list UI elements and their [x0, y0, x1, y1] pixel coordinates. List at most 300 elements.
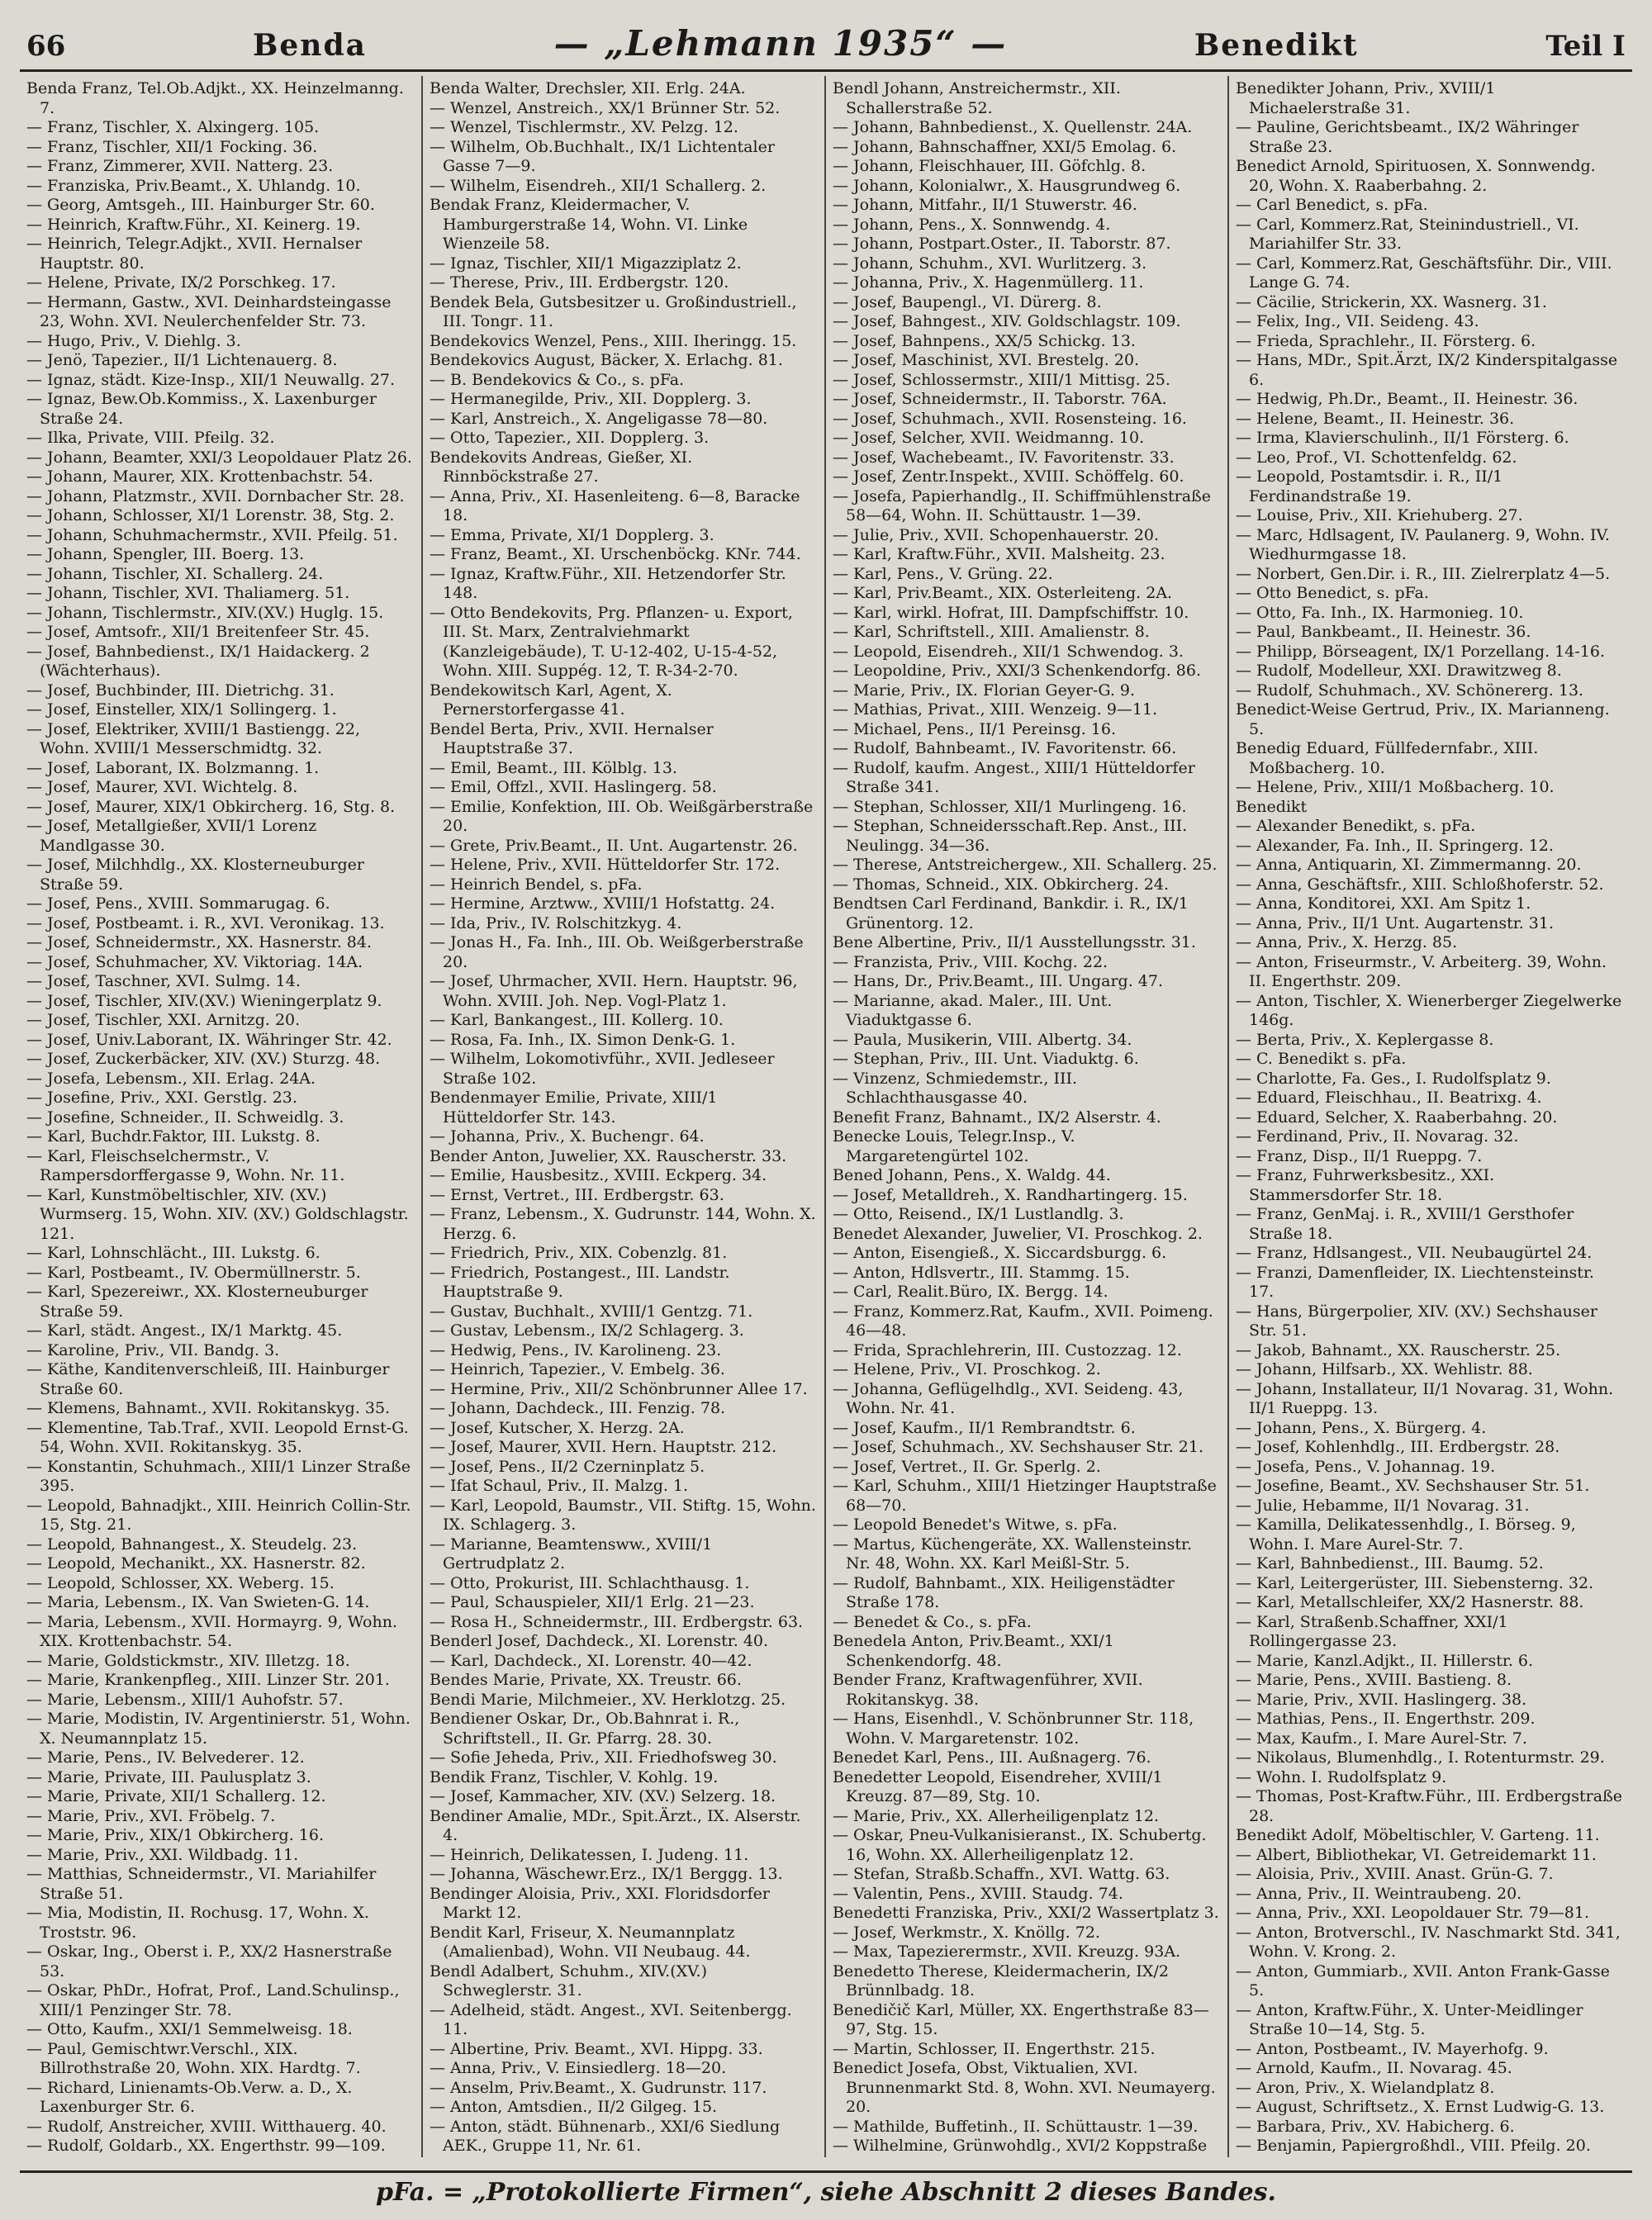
- directory-entry: — Ernst, Vertret., III. Erdbergstr. 63.: [430, 1185, 724, 1204]
- directory-entry: — Albert, Bibliothekar, VI. Getreidemarkt 11.: [1236, 1845, 1597, 1864]
- page-footer: pFa. = „Protokollierte Firmen“, siehe Abschnitt 2 dieses Bandes.: [20, 2170, 1632, 2216]
- directory-entry: — Hermann, Gastw., XVI. Deinhardsteingasse 23, Wohn. XVI. Neulerchenfelder Str. 73.: [26, 292, 392, 330]
- directory-entry: — Karl, Buchdr.Faktor, III. Lukstg. 8.: [26, 1127, 320, 1146]
- directory-entry: [26, 2156, 413, 2158]
- directory-entry: — Marie, Goldstickmstr., XIV. Illetzg. 18.: [26, 1651, 350, 1670]
- directory-entry: — Anton, Brotverschl., IV. Naschmarkt Std. 341, Wohn. V. Krong. 2.: [1236, 1923, 1621, 1961]
- directory-entry: Benedig Eduard, Füllfedernfabr., XIII. Moßbacherg. 10.: [1236, 739, 1539, 777]
- directory-entry: — Josef, Metalldreh., X. Randhartingerg. 15.: [833, 1185, 1188, 1204]
- directory-entry: — Käthe, Kanditenverschleiß, III. Hainburger Straße 60.: [26, 1360, 390, 1398]
- directory-entry: — Hugo, Priv., V. Diehlg. 3.: [26, 331, 241, 350]
- directory-entry: — Josef, Tischler, XIV.(XV.) Wieningerplatz 9.: [26, 991, 382, 1010]
- directory-entry: — Anna, Priv., V. Einsiedlerg. 18—20.: [430, 2059, 727, 2077]
- directory-entry: — Mathilde, Buffetinh., II. Schüttaustr. 1—39.: [833, 2117, 1199, 2136]
- directory-entry: — Marie, Pens., XVIII. Bastieng. 8.: [1236, 1671, 1512, 1689]
- directory-entry: — Helene, Private, IX/2 Porschkeg. 17.: [26, 273, 336, 292]
- directory-entry: Bendik Franz, Tischler, V. Kohlg. 19.: [430, 1767, 719, 1786]
- directory-entry: — Franz, Beamt., XI. Urschenböckg. KNr. 744.: [430, 545, 801, 563]
- directory-entry: Benedikter Johann, Priv., XVIII/1 Michaelerstraße 31.: [1236, 79, 1496, 117]
- directory-entry: — Leopold, Eisendreh., XII/1 Schwendog. 3.: [833, 642, 1184, 661]
- directory-entry: — Emilie, Hausbesitz., XVIII. Eckperg. 34.: [430, 1166, 767, 1184]
- directory-entry: — Helene, Beamt., II. Heinestr. 36.: [1236, 409, 1515, 428]
- directory-entry: — Josef, Maurer, XIX/1 Obkircherg. 16, Stg. 8.: [26, 797, 396, 816]
- directory-entry: — Josef, Schuhmach., XVII. Rosensteing. 16.: [833, 409, 1187, 428]
- directory-entry: — Rudolf, Goldarb., XX. Engerthstr. 99—109.: [26, 2137, 386, 2155]
- column-1: [20, 76, 423, 2157]
- directory-entry: — Franz, Hdlsangest., VII. Neubaugürtel 24.: [1236, 1244, 1593, 1262]
- directory-entry: Benedetter Leopold, Eisendreher, XVIII/1 Kreuzg. 87—89, Stg. 10.: [833, 1767, 1163, 1805]
- directory-entry: — Anton, Kraftw.Führ., X. Unter-Meidlinger Straße 10—14, Stg. 5.: [1236, 2000, 1583, 2038]
- directory-entry: — Josef, Zentr.Inspekt., XVIII. Schöffelg. 60.: [833, 467, 1184, 486]
- directory-entry: — Julie, Hebamme, II/1 Novarag. 31.: [1236, 1496, 1530, 1515]
- directory-entry: Bendenmayer Emilie, Private, XIII/1 Hütteldorfer Str. 143.: [430, 1089, 718, 1127]
- directory-entry: Bene Albertine, Priv., II/1 Ausstellungsstr. 31.: [833, 933, 1196, 951]
- directory-entry: — Kamilla, Delikatessenhdlg., I. Börseg. 9, Wohn. I. Mare Aurel-Str. 7.: [1236, 1516, 1576, 1554]
- directory-entry: — Mia, Modistin, II. Rochusg. 17, Wohn. X. Troststr. 96.: [26, 1904, 369, 1942]
- directory-entry: — Anton, Eisengieß., X. Siccardsburgg. 6.: [833, 1244, 1167, 1262]
- directory-entry: — Josef, Uhrmacher, XVII. Hern. Hauptstr. 96, Wohn. XVIII. Joh. Nep. Vogl-Platz 1.: [430, 972, 798, 1010]
- directory-entry: — Anton, Amtsdien., II/2 Gilgeg. 15.: [430, 2098, 718, 2116]
- directory-entry: — Hedwig, Pens., IV. Karolineng. 23.: [430, 1340, 722, 1359]
- directory-entry: — Paul, Gemischtwr.Verschl., XIX. Billrothstraße 20, Wohn. XIX. Hardtg. 7.: [26, 2039, 361, 2077]
- directory-entry: — Therese, Antstreichergew., XII. Schallerg. 25.: [833, 856, 1218, 874]
- directory-entry: — Heinrich, Tapezier., V. Embelg. 36.: [430, 1360, 725, 1378]
- directory-entry: — Marie, Priv., XVI. Fröbelg. 7.: [26, 1806, 276, 1825]
- directory-entry: Bendit Karl, Friseur, X. Neumannplatz (Amalienbad), Wohn. VII Neubaug. 44.: [430, 1923, 751, 1961]
- directory-entry: Benedikt: [1236, 797, 1308, 816]
- directory-entry: — Sofie Jeheda, Priv., XII. Friedhofsweg 30.: [430, 1748, 777, 1767]
- directory-entry: — Hans, Dr., Priv.Beamt., III. Ungarg. 47.: [833, 972, 1163, 990]
- directory-entry: — Oskar, PhDr., Hofrat, Prof., Land.Schulinsp., XIII/1 Penzinger Str. 78.: [26, 1981, 400, 2019]
- directory-entry: — Grete, Priv.Beamt., II. Unt. Augartenstr. 26.: [430, 836, 798, 855]
- directory-entry: — Karl, Pens., V. Grüng. 22.: [833, 564, 1053, 583]
- directory-entry: — Karl, Bankangest., III. Kollerg. 10.: [430, 1011, 724, 1029]
- directory-entry: — Philipp, Börseagent, IX/1 Porzellang. 14-16.: [1236, 642, 1605, 661]
- directory-entry: — Emil, Beamt., III. Kölblg. 13.: [430, 758, 677, 777]
- directory-entry: — Hans, Eisenhdl., V. Schönbrunner Str. 118, Wohn. V. Margaretenstr. 102.: [833, 1710, 1194, 1748]
- directory-entry: Bendekovics Wenzel, Pens., XIII. Iheringg. 15.: [430, 331, 797, 350]
- directory-entry: Bendtsen Carl Ferdinand, Bankdir. i. R., IX/1 Grünentorg. 12.: [833, 894, 1189, 932]
- directory-entry: — Karl, Lohnschlächt., III. Lukstg. 6.: [26, 1244, 320, 1262]
- directory-entry: — Johann, Tischler, XI. Schallerg. 24.: [26, 564, 324, 583]
- directory-entry: — Anton, Gummiarb., XVII. Anton Frank-Gasse 5.: [1236, 1961, 1610, 1999]
- directory-entry: — Otto, Reisend., IX/1 Lustlandlg. 3.: [833, 1205, 1124, 1223]
- directory-entry: — Emilie, Konfektion, III. Ob. Weißgärberstraße 20.: [430, 797, 814, 835]
- directory-entry: — Heinrich, Delikatessen, I. Judeng. 11.: [430, 1845, 749, 1864]
- directory-entry: — Jakob, Bahnamt., XX. Rauscherstr. 25.: [1236, 1340, 1561, 1359]
- directory-entry: — Thomas, Schneid., XIX. Obkircherg. 24.: [833, 875, 1170, 894]
- directory-entry: — Karl, städt. Angest., IX/1 Marktg. 45.: [26, 1321, 343, 1340]
- directory-entry: — Albertine, Priv. Beamt., XVI. Hippg. 33.: [430, 2039, 763, 2058]
- directory-entry: — Franzi, Damenfleider, IX. Liechtensteinstr. 17.: [1236, 1263, 1594, 1301]
- directory-entry: Benedela Anton, Priv.Beamt., XXI/1 Schenkendorfg. 48.: [833, 1632, 1114, 1670]
- directory-entry: — Otto, Fa. Inh., IX. Harmonieg. 10.: [1236, 603, 1524, 622]
- directory-entry: — Josef, Kammacher, XIV. (XV.) Selzerg. 18.: [430, 1787, 776, 1805]
- directory-entry: — Helene, Priv., XIII/1 Moßbacherg. 10.: [1236, 778, 1555, 796]
- directory-entry: — Josef, Bahnbedienst., IX/1 Haidackerg. 2 (Wächterhaus).: [26, 642, 370, 680]
- directory-entry: — Karl, Dachdeck., XI. Lorenstr. 40—42.: [430, 1651, 752, 1670]
- directory-entry: — Otto Benedict, s. pFa.: [1236, 584, 1429, 602]
- directory-entry: — Ignaz, Kraftw.Führ., XII. Hetzendorfer Str. 148.: [430, 564, 786, 602]
- directory-entry: — Karl, Leopold, Baumstr., VII. Stiftg. 15, Wohn. IX. Schlagerg. 3.: [430, 1496, 816, 1534]
- directory-entry: — Josef, Wachebeamt., IV. Favoritenstr. 33.: [833, 448, 1175, 467]
- directory-entry: — Anna, Priv., XXI. Leopoldauer Str. 79—81.: [1236, 1904, 1590, 1922]
- directory-entry: — Marianne, akad. Maler., III. Unt. Viaduktgasse 6.: [833, 991, 1113, 1029]
- directory-entry: — Hans, Bürgerpolier, XIV. (XV.) Sechshauser Str. 51.: [1236, 1302, 1597, 1340]
- directory-entry: — Johann, Postpart.Oster., II. Taborstr. 87.: [833, 235, 1171, 253]
- directory-entry: — Leopold, Mechanikt., XX. Hasnerstr. 82.: [26, 1554, 366, 1572]
- directory-entry: Benderl Josef, Dachdeck., XI. Lorenstr. 40.: [430, 1632, 769, 1650]
- directory-entry: — Anna, Konditorei, XXI. Am Spitz 1.: [1236, 894, 1531, 913]
- directory-entry: — Mathias, Pens., II. Engerthstr. 209.: [1236, 1710, 1536, 1728]
- directory-entry: — Franz, Tischler, XII/1 Focking. 36.: [26, 137, 318, 156]
- directory-entry: — Karl, Metallschleifer, XX/2 Hasnerstr. 88.: [1236, 1593, 1584, 1611]
- directory-entry: — Marie, Private, III. Paulusplatz 3.: [26, 1767, 311, 1786]
- directory-entry: Benedetto Therese, Kleidermacherin, IX/2 Brünnlbadg. 18.: [833, 1961, 1169, 1999]
- directory-entry: — Stephan, Schneidersschaft.Rep. Anst., III. Neulingg. 34—36.: [833, 817, 1188, 855]
- directory-entry: — Berta, Priv., X. Keplergasse 8.: [1236, 1030, 1494, 1049]
- directory-entry: — Ilka, Private, VIII. Pfeilg. 32.: [26, 429, 275, 447]
- directory-entry: — Marie, Priv., XIX/1 Obkircherg. 16.: [26, 1826, 325, 1844]
- directory-entry: — Maria, Lebensm., IX. Van Swieten-G. 14.: [26, 1593, 370, 1611]
- directory-entry: — Josefa, Papierhandlg., II. Schiffmühlenstraße 58—64, Wohn. II. Schüttaustr. 1—39.: [833, 486, 1212, 524]
- directory-entry: — Josefine, Beamt., XV. Sechshauser Str. 51.: [1236, 1477, 1590, 1495]
- directory-entry: — Franz, Tischler, X. Alxingerg. 105.: [26, 118, 320, 136]
- directory-entry: — Johann, Schuhmachermstr., XVII. Pfeilg. 51.: [26, 525, 398, 544]
- directory-entry: — Martus, Küchengeräte, XX. Wallensteinstr. Nr. 48, Wohn. XX. Karl Meißl-Str. 5.: [833, 1535, 1193, 1572]
- directory-entry: — Josef, Vertret., II. Gr. Sperlg. 2.: [833, 1457, 1101, 1476]
- directory-entry: — Johann, Platzmstr., XVII. Dornbacher Str. 28.: [26, 486, 405, 505]
- directory-entry: — Karl, Postbeamt., IV. Obermüllnerstr. 5.: [26, 1263, 361, 1282]
- directory-entry: Bender Anton, Juwelier, XX. Rauscherstr. 33.: [430, 1146, 787, 1165]
- directory-entry: — Josef, Tischler, XXI. Arnitzg. 20.: [26, 1011, 301, 1029]
- directory-entry: — Johann, Hilfsarb., XX. Wehlistr. 88.: [1236, 1360, 1533, 1378]
- directory-entry: — Marianne, Beamtensww., XVIII/1 Gertrudplatz 2.: [430, 1535, 713, 1572]
- directory-entry: — Leopold Benedet's Witwe, s. pFa.: [833, 1516, 1118, 1534]
- directory-entry: Bendl Johann, Anstreichermstr., XII. Schallerstraße 52.: [833, 79, 1121, 117]
- directory-entry: — Wenzel, Tischlermstr., XV. Pelzg. 12.: [430, 118, 738, 136]
- directory-entry: — Franz, GenMaj. i. R., XVIII/1 Gersthofer Straße 18.: [1236, 1205, 1574, 1243]
- directory-entry: — Anton, Tischler, X. Wienerberger Ziegelwerke 146g.: [1236, 991, 1622, 1029]
- header-left-word: Benda: [252, 28, 367, 63]
- directory-entry: — Johann, Fleischhauer, III. Göfchlg. 8.: [833, 157, 1146, 175]
- directory-entry: — Emma, Private, XI/1 Dopplerg. 3.: [430, 525, 714, 544]
- directory-entry: — Max, Tapezierermstr., XVII. Kreuzg. 93A.: [833, 1942, 1181, 1961]
- directory-entry: — Hermine, Priv., XII/2 Schönbrunner Allee 17.: [430, 1379, 808, 1398]
- directory-entry: — Norbert, Gen.Dir. i. R., III. Zielrerplatz 4—5.: [1236, 564, 1611, 583]
- directory-entry: Benedet Alexander, Juwelier, VI. Proschkog. 2.: [833, 1224, 1203, 1243]
- directory-entry: — Heinrich Bendel, s. pFa.: [430, 875, 643, 894]
- directory-entry: — Rosa H., Schneidermstr., III. Erdbergstr. 63.: [430, 1612, 804, 1631]
- directory-entry: — Marie, Modistin, IV. Argentinierstr. 51, Wohn. X. Neumannplatz 15.: [26, 1710, 411, 1748]
- directory-entry: — Aron, Priv., X. Wielandplatz 8.: [1236, 2078, 1495, 2097]
- directory-entry: — Josef, Metallgießer, XVII/1 Lorenz Mandlgasse 30.: [26, 817, 317, 855]
- directory-entry: — Josef, Kutscher, X. Herzg. 2A.: [430, 1418, 685, 1437]
- directory-entry: — Vinzenz, Schmiedemstr., III. Schlachthausgasse 40.: [833, 1069, 1078, 1107]
- directory-entry: — Arnold, Kaufm., II. Novarag. 45.: [1236, 2059, 1512, 2077]
- directory-entry: — Carl, Realit.Büro, IX. Bergg. 14.: [833, 1283, 1108, 1301]
- directory-entry: — Josef, Buchbinder, III. Dietrichg. 31.: [26, 681, 335, 700]
- directory-entry: — Leopold, Bahnadjkt., XIII. Heinrich Collin-Str. 15, Stg. 21.: [26, 1496, 411, 1534]
- directory-entry: — Josef, Schuhmacher, XV. Viktoriag. 14A.: [26, 952, 363, 971]
- directory-entry: Bendi Marie, Milchmeier., XV. Herklotzg. 25.: [430, 1690, 786, 1709]
- directory-entry: — Mathias, Privat., XIII. Wenzeig. 9—11.: [833, 700, 1158, 719]
- directory-entry: Bendinger Aloisia, Priv., XXI. Floridsdorfer Markt 12.: [430, 1884, 770, 1922]
- directory-entry: — Ignaz, Tischler, XII/1 Migazziplatz 2.: [430, 254, 742, 273]
- directory-entry: — Anna, Geschäftsfr., XIII. Schloßhoferstr. 52.: [1236, 875, 1604, 894]
- directory-entry: — Nikolaus, Blumenhdlg., I. Rotenturmstr. 29.: [1236, 1748, 1605, 1767]
- directory-entry: — Hedwig, Ph.Dr., Beamt., II. Heinestr. 36.: [1236, 390, 1578, 408]
- directory-entry: — Franz, Disp., II/1 Rueppg. 7.: [1236, 1146, 1483, 1165]
- directory-entry: — Rudolf, Bahnbeamt., IV. Favoritenstr. 66.: [833, 739, 1177, 757]
- directory-entry: — Otto, Tapezier., XII. Dopplerg. 3.: [430, 429, 710, 447]
- directory-entry: — Georg, Amtsgeh., III. Hainburger Str. 60.: [26, 196, 375, 214]
- directory-entry: — Thomas, Post-Kraftw.Führ., III. Erdbergstraße 28.: [1236, 1787, 1623, 1825]
- directory-entry: — Karl, Kraftw.Führ., XVII. Malsheitg. 23.: [833, 545, 1165, 563]
- directory-entry: — Johann, Spengler, III. Boerg. 13.: [26, 545, 305, 563]
- directory-entry: — Leopold, Schlosser, XX. Weberg. 15.: [26, 1573, 335, 1592]
- directory-entry: — Johann, Installateur, II/1 Novarag. 31, Wohn. II/1 Rueppg. 13.: [1236, 1379, 1614, 1417]
- directory-entry: — Anton, städt. Bühnenarb., XXI/6 Siedlung AEK., Gruppe 11, Nr. 61.: [430, 2117, 781, 2155]
- directory-entry: — Aloisia, Priv., XVIII. Anast. Grün-G. 7.: [1236, 1865, 1554, 1883]
- directory-entry: — Stephan, Schlosser, XII/1 Murlingeng. 16.: [833, 797, 1187, 816]
- directory-entry: — Emil, Offzl., XVII. Haslingerg. 58.: [430, 778, 717, 796]
- directory-entry: — Marie, Lebensm., XIII/1 Auhofstr. 57.: [26, 1690, 344, 1709]
- directory-entry: — Oskar, Ing., Oberst i. P., XX/2 Hasnerstraße 53.: [26, 1942, 392, 1980]
- directory-entry: — Alexander, Fa. Inh., II. Springerg. 12.: [1236, 836, 1554, 855]
- header-right-word: Benedikt: [1194, 28, 1359, 63]
- directory-entry: — Ignaz, Bew.Ob.Kommiss., X. Laxenburger Straße 24.: [26, 390, 377, 428]
- directory-entry: — Wohn. I. Rudolfsplatz 9.: [1236, 1767, 1447, 1786]
- directory-entry: — Ignaz, städt. Kize-Insp., XII/1 Neuwallg. 27.: [26, 370, 396, 389]
- directory-entry: [430, 2156, 816, 2158]
- directory-entry: Benefit Franz, Bahnamt., IX/2 Alserstr. 4.: [833, 1108, 1161, 1127]
- directory-entry: — Josef, Kohlenhdlg., III. Erdbergstr. 28.: [1236, 1438, 1560, 1456]
- directory-entry: — Josef, Milchhdlg., XX. Klosterneuburger Straße 59.: [26, 856, 365, 894]
- directory-entry: — Josef, Werkmstr., X. Knöllg. 72.: [833, 1923, 1100, 1942]
- directory-entry: — Heinrich, Kraftw.Führ., XI. Keinerg. 19.: [26, 215, 361, 234]
- directory-entry: Bendl Adalbert, Schuhm., XIV.(XV.) Schweglerstr. 31.: [430, 1961, 707, 1999]
- directory-entry: — Wilhelm, Ob.Buchhalt., IX/1 Lichtentaler Gasse 7—9.: [430, 137, 775, 175]
- directory-entry: — Josef, Kaufm., II/1 Rembrandtstr. 6.: [833, 1418, 1136, 1437]
- directory-entry: — Stefan, Straßb.Schaffn., XVI. Wattg. 63.: [833, 1865, 1170, 1883]
- directory-entry: — Josef, Pens., XVIII. Sommarugag. 6.: [26, 894, 330, 913]
- directory-entry: — Josef, Elektriker, XVIII/1 Bastiengg. 22, Wohn. XVIII/1 Messerschmidtg. 32.: [26, 719, 361, 757]
- directory-entry: — Konstantin, Schuhmach., XIII/1 Linzer Straße 395.: [26, 1457, 411, 1495]
- page-number: 66: [26, 30, 66, 63]
- directory-entry: — August, Schriftsetz., X. Ernst Ludwig-G. 13.: [1236, 2098, 1605, 2116]
- directory-entry: — Franziska, Priv.Beamt., X. Uhlandg. 10.: [26, 176, 361, 195]
- directory-entry: — Johann, Tischlermstr., XIV.(XV.) Huglg. 15.: [26, 603, 384, 622]
- directory-entry: — Josef, Maurer, XVII. Hern. Hauptstr. 212.: [430, 1438, 777, 1456]
- directory-entry: — Hermine, Arztww., XVIII/1 Hofstattg. 24.: [430, 894, 776, 913]
- directory-entry: — Franz, Kommerz.Rat, Kaufm., XVII. Poimeng. 46—48.: [833, 1302, 1213, 1340]
- directory-entry: — Johann, Kolonialwr., X. Hausgrundweg 6.: [833, 176, 1181, 195]
- directory-entry: — Frida, Sprachlehrerin, III. Custozzag. 12.: [833, 1340, 1182, 1359]
- directory-entry: — Karl, Anstreich., X. Angeligasse 78—80.: [430, 409, 768, 428]
- directory-entry: Bendekovics August, Bäcker, X. Erlachg. 81.: [430, 351, 783, 369]
- directory-entry: — Charlotte, Fa. Ges., I. Rudolfsplatz 9.: [1236, 1069, 1551, 1088]
- directory-entry: — Anna, Priv., X. Herzg. 85.: [1236, 933, 1458, 951]
- column-3: [826, 76, 1229, 2157]
- directory-entry: — Josef, Schneidermstr., XX. Hasnerstr. 84.: [26, 933, 372, 951]
- directory-entry: — Karl, Schriftstell., XIII. Amalienstr. 8.: [833, 623, 1150, 641]
- directory-entry: — Jenö, Tapezier., II/1 Lichtenauerg. 8.: [26, 351, 338, 369]
- directory-entry: Benecke Louis, Telegr.Insp., V. Margaretengürtel 102.: [833, 1127, 1075, 1165]
- directory-entry: Benedikt Adolf, Möbeltischler, V. Garteng. 11.: [1236, 1826, 1600, 1844]
- directory-entry: — Rudolf, Schuhmach., XV. Schönererg. 13.: [1236, 681, 1584, 700]
- directory-entry: — Marie, Krankenpfleg., XIII. Linzer Str. 201.: [26, 1671, 390, 1689]
- directory-entry: — Otto, Kaufm., XXI/1 Semmelweisg. 18.: [26, 2020, 353, 2038]
- directory-entry: — Marc, Hdlsagent, IV. Paulanerg. 9, Wohn. IV. Wiedhurmgasse 18.: [1236, 525, 1610, 563]
- directory-entry: — Matthias, Schneidermstr., VI. Mariahilfer Straße 51.: [26, 1865, 377, 1903]
- directory-entry: — Josef, Pens., II/2 Czerninplatz 5.: [430, 1457, 705, 1476]
- directory-entry: — Karl, Straßenb.Schaffner, XXI/1 Rollingergasse 23.: [1236, 1612, 1508, 1650]
- directory-entry: — Josef, Baupengl., VI. Dürerg. 8.: [833, 292, 1102, 311]
- directory-entry: — Johann, Pens., X. Bürgerg. 4.: [1236, 1418, 1487, 1437]
- directory-entry: — Stephan, Priv., III. Unt. Viaduktg. 6.: [833, 1050, 1139, 1068]
- directory-entry: — Johann, Pens., X. Sonnwendg. 4.: [833, 215, 1111, 234]
- directory-entry: — Alexander Benedikt, s. pFa.: [1236, 817, 1476, 835]
- directory-entry: — B. Bendekovics & Co., s. pFa.: [430, 370, 685, 389]
- directory-entry: — Martin, Schlosser, II. Engerthstr. 215.: [833, 2039, 1156, 2058]
- directory-entry: — Josef, Bahnpens., XX/5 Schickg. 13.: [833, 331, 1136, 350]
- directory-entry: — Marie, Pens., IV. Belvederег. 12.: [26, 1748, 305, 1767]
- directory-entry: — Johanna, Geflügelhdlg., XVI. Seideng. 43, Wohn. Nr. 41.: [833, 1379, 1184, 1417]
- directory-entry: — Louise, Priv., XII. Kriehuberg. 27.: [1236, 506, 1523, 524]
- directory-entry: — Wilhelm, Eisendreh., XII/1 Schallerg. 2.: [430, 176, 767, 195]
- directory-entry: — Johanna, Wäschewr.Erz., IX/1 Berggg. 13.: [430, 1865, 783, 1883]
- directory-entry: Benedict-Weise Gertrud, Priv., IX. Marianneng. 5.: [1236, 700, 1610, 738]
- directory-entry: — Carl Benedict, s. pFa.: [1236, 196, 1428, 214]
- directory-entry: — Rudolf, Modelleur, XXI. Drawitzweg 8.: [1236, 662, 1562, 680]
- directory-entry: — Rudolf, Anstreicher, XVIII. Witthauerg. 40.: [26, 2117, 387, 2136]
- directory-entry: — Josef, Bahngest., XIV. Goldschlagstr. 109.: [833, 312, 1181, 330]
- directory-entry: — Wilhelm, Lokomotivführ., XVII. Jedleseer Straße 102.: [430, 1050, 775, 1088]
- directory-entry: Bendak Franz, Kleidermacher, V. Hamburgerstraße 14, Wohn. VI. Linke Wienzeile 58.: [430, 196, 748, 253]
- directory-entry: — Leopoldine, Priv., XXI/3 Schenkendorfg. 86.: [833, 662, 1201, 680]
- directory-entry: — Helene, Priv., VI. Proschkog. 2.: [833, 1360, 1101, 1378]
- directory-entry: — Julie, Priv., XVII. Schopenhauerstr. 20.: [833, 525, 1160, 544]
- directory-entry: — Frieda, Sprachlehr., II. Försterg. 6.: [1236, 331, 1536, 350]
- directory-entry: — Gustav, Buchhalt., XVIII/1 Gentzg. 71.: [430, 1302, 753, 1321]
- directory-entry: — Eduard, Fleischhau., II. Beatrixg. 4.: [1236, 1089, 1542, 1107]
- directory-entry: — Karl, Priv.Beamt., XIX. Osterleiteng. 2A.: [833, 584, 1173, 602]
- directory-entry: Bendekowitsch Karl, Agent, X. Pernerstorfergasse 41.: [430, 681, 672, 719]
- header-part: Teil I: [1545, 30, 1626, 63]
- directory-entry: — Franz, Fuhrwerksbesitz., XXI. Stammersdorfer Str. 18.: [1236, 1166, 1495, 1204]
- directory-entry: Bened Johann, Pens., X. Waldg. 44.: [833, 1166, 1111, 1184]
- directory-entry: — Johann, Bahnschaffner, XXI/5 Emolag. 6.: [833, 137, 1177, 156]
- directory-entry: — Anna, Antiquarin, XI. Zimmermanng. 20.: [1236, 856, 1582, 874]
- directory-entry: — Barbara, Priv., XV. Habicherg. 6.: [1236, 2117, 1515, 2136]
- directory-entry: — Anna, Priv., XI. Hasenleiteng. 6—8, Baracke 18.: [430, 486, 800, 524]
- directory-entry: — Johanna, Priv., X. Hagenmüllerg. 11.: [833, 273, 1144, 292]
- directory-entry: — Therese, Priv., III. Erdbergstr. 120.: [430, 273, 729, 292]
- column-2: [423, 76, 826, 2157]
- directory-entry: — Josefa, Pens., V. Johannag. 19.: [1236, 1457, 1496, 1476]
- directory-entry: — Richard, Linienamts-Ob.Verw. a. D., X. Laxenburger Str. 6.: [26, 2078, 353, 2116]
- directory-entry: — Josef, Taschner, XVI. Sulmg. 14.: [26, 972, 301, 990]
- directory-entry: — Josef, Univ.Laborant, IX. Währinger Str. 42.: [26, 1030, 392, 1049]
- header-title: — „Lehmann 1935“ —: [553, 23, 1008, 64]
- directory-entry: Benedičič Karl, Müller, XX. Engerthstraße 83—97, Stg. 15.: [833, 2000, 1209, 2038]
- directory-entry: — Otto, Prokurist, III. Schlachthausg. 1.: [430, 1573, 750, 1592]
- directory-entry: — Josef, Schneidermstr., II. Taborstr. 76A.: [833, 390, 1167, 408]
- directory-entry: — Anton, Postbeamt., IV. Mayerhofg. 9.: [1236, 2039, 1549, 2058]
- directory-entry: — Johanna, Priv., X. Buchengг. 64.: [430, 1127, 705, 1146]
- directory-entry: Bendel Berta, Priv., XVII. Hernalser Hauptstraße 37.: [430, 719, 714, 757]
- directory-entry: — Johann, Beamter, XXI/3 Leopoldauer Platz 26.: [26, 448, 412, 467]
- directory-entry: Benedetti Franziska, Priv., XXI/2 Wassertplatz 3.: [833, 1904, 1219, 1922]
- directory-entry: — Johann, Bahnbedienst., X. Quellenstr. 24A.: [833, 118, 1193, 136]
- directory-entry: — Karoline, Priv., VII. Bandg. 3.: [26, 1340, 280, 1359]
- directory-entry: — Karl, Bahnbedienst., III. Baumg. 52.: [1236, 1554, 1544, 1572]
- directory-entry: — Paul, Bankbeamt., II. Heinestr. 36.: [1236, 623, 1531, 641]
- directory-entry: — Josef, Laborant, IX. Bolzmanng. 1.: [26, 758, 320, 777]
- directory-entry: — Jonas H., Fa. Inh., III. Ob. Weißgerberstraße 20.: [430, 933, 804, 971]
- directory-entry: — Valentin, Pens., XVIII. Staudg. 74.: [833, 1884, 1123, 1903]
- directory-entry: — Ifat Schaul, Priv., II. Malzg. 1.: [430, 1477, 689, 1495]
- directory-entry: — Carl, Kommerz.Rat, Steinindustriell., VI. Mariahilfer Str. 33.: [1236, 215, 1579, 253]
- directory-entry: — Rudolf, kaufm. Angest., XIII/1 Hütteldorfer Straße 341.: [833, 758, 1195, 796]
- directory-entry: — Marie, Priv., XXI. Wildbadg. 11.: [26, 1845, 299, 1864]
- directory-entry: — Josef, Amtsofr., XII/1 Breitenfeer Str. 45.: [26, 623, 370, 641]
- directory-entry: — Johann, Schuhm., XVI. Wurlitzerg. 3.: [833, 254, 1147, 273]
- column-4: [1229, 76, 1632, 2157]
- directory-entry: — Franz, Zimmerer, XVII. Natterg. 23.: [26, 157, 334, 175]
- directory-entry: — Carl, Kommerz.Rat, Geschäftsführ. Dir., VIII. Lange G. 74.: [1236, 254, 1612, 292]
- directory-entry: — Irma, Klavierschulinh., II/1 Försterg. 6.: [1236, 429, 1569, 447]
- directory-entry: — Anton, Friseurmstr., V. Arbeiterg. 39, Wohn. II. Engerthstr. 209.: [1236, 952, 1607, 990]
- directory-entry: — Cäcilie, Strickerin, XX. Wasnerg. 31.: [1236, 292, 1547, 311]
- directory-entry: — Josef, Schuhmach., XV. Sechshauser Str. 21.: [833, 1438, 1203, 1456]
- directory-entry: — Franz, Lebensm., X. Gudrunstr. 144, Wohn. X. Herzg. 6.: [430, 1205, 816, 1243]
- directory-entry: Bendes Marie, Private, XX. Treustr. 66.: [430, 1671, 742, 1689]
- directory-entry: — Wenzel, Anstreich., XX/1 Brünner Str. 52.: [430, 98, 781, 117]
- directory-entry: — Friedrich, Priv., XIX. Cobenzlg. 81.: [430, 1244, 728, 1262]
- directory-entry: Benedict Arnold, Spirituosen, X. Sonnwendg. 20, Wohn. X. Raaberbahng. 2.: [1236, 157, 1596, 195]
- directory-entry: — Johann, Tischler, XVI. Thaliamerg. 51.: [26, 584, 350, 602]
- directory-entry: Bendekovits Andreas, Gießer, XI. Rinnböckstraße 27.: [430, 448, 693, 486]
- directory-entry: — Max, Kaufm., I. Mare Aurel-Str. 7.: [1236, 1729, 1527, 1748]
- directory-entry: — Heinrich, Telegr.Adjkt., XVII. Hernalser Hauptstr. 80.: [26, 235, 363, 273]
- directory-entry: — Adelheid, städt. Angest., XVI. Seitenbergg. 11.: [430, 2000, 792, 2038]
- directory-entry: — Rosa, Fa. Inh., IX. Simon Denk-G. 1.: [430, 1030, 736, 1049]
- directory-entry: Benedet Karl, Pens., III. Außnagerg. 76.: [833, 1748, 1151, 1767]
- directory-entry: — Pauline, Gerichtsbeamt., IX/2 Währinger Straße 23.: [1236, 118, 1579, 156]
- directory-entry: — Maria, Lebensm., XVII. Hormayrg. 9, Wohn. XIX. Krottenbachstr. 54.: [26, 1612, 397, 1650]
- directory-entry: — Josef, Maurer, XVI. Wichtelg. 8.: [26, 778, 298, 796]
- directory-entry: — Josef, Einsteller, XIX/1 Sollingerg. 1.: [26, 700, 337, 719]
- directory-entry: — Wilhelmine, Grünwohdlg., XVI/2 Koppstraße: [833, 2137, 1208, 2155]
- directory-entry: — Benjamin, Papiergroßhdl., VIII. Pfeilg. 20.: [1236, 2137, 1591, 2155]
- directory-entry: — Ferdinand, Priv., II. Novarag. 32.: [1236, 1127, 1519, 1146]
- directory-entry: — Josefa, Lebensm., XII. Erlag. 24A.: [26, 1069, 316, 1088]
- directory-entry: — Johann, Dachdeck., III. Fenzig. 78.: [430, 1399, 726, 1417]
- directory-entry: — Josef, Selcher, XVII. Weidmanng. 10.: [833, 429, 1145, 447]
- directory-entry: — Marie, Priv., IX. Florian Geyer-G. 9.: [833, 681, 1136, 700]
- directory-columns: [20, 76, 1632, 2157]
- directory-entry: — Gustav, Lebensm., IX/2 Schlagerg. 3.: [430, 1321, 744, 1340]
- directory-entry: — Klemens, Bahnamt., XVII. Rokitanskyg. 35.: [26, 1399, 391, 1417]
- directory-entry: — Leo, Prof., VI. Schottenfeldg. 62.: [1236, 448, 1517, 467]
- directory-entry: Benda Walter, Drechsler, XII. Erlg. 24A.: [430, 79, 746, 97]
- directory-entry: — Marie, Kanzl.Adjkt., II. Hillerstr. 6.: [1236, 1651, 1534, 1670]
- directory-entry: — Eduard, Selcher, X. Raaberbahng. 20.: [1236, 1108, 1558, 1127]
- directory-entry: — Johann, Mitfahr., II/1 Stuwerstr. 46.: [833, 196, 1137, 214]
- directory-entry: — Marie, Priv., XX. Allerheiligenplatz 12.: [833, 1806, 1160, 1825]
